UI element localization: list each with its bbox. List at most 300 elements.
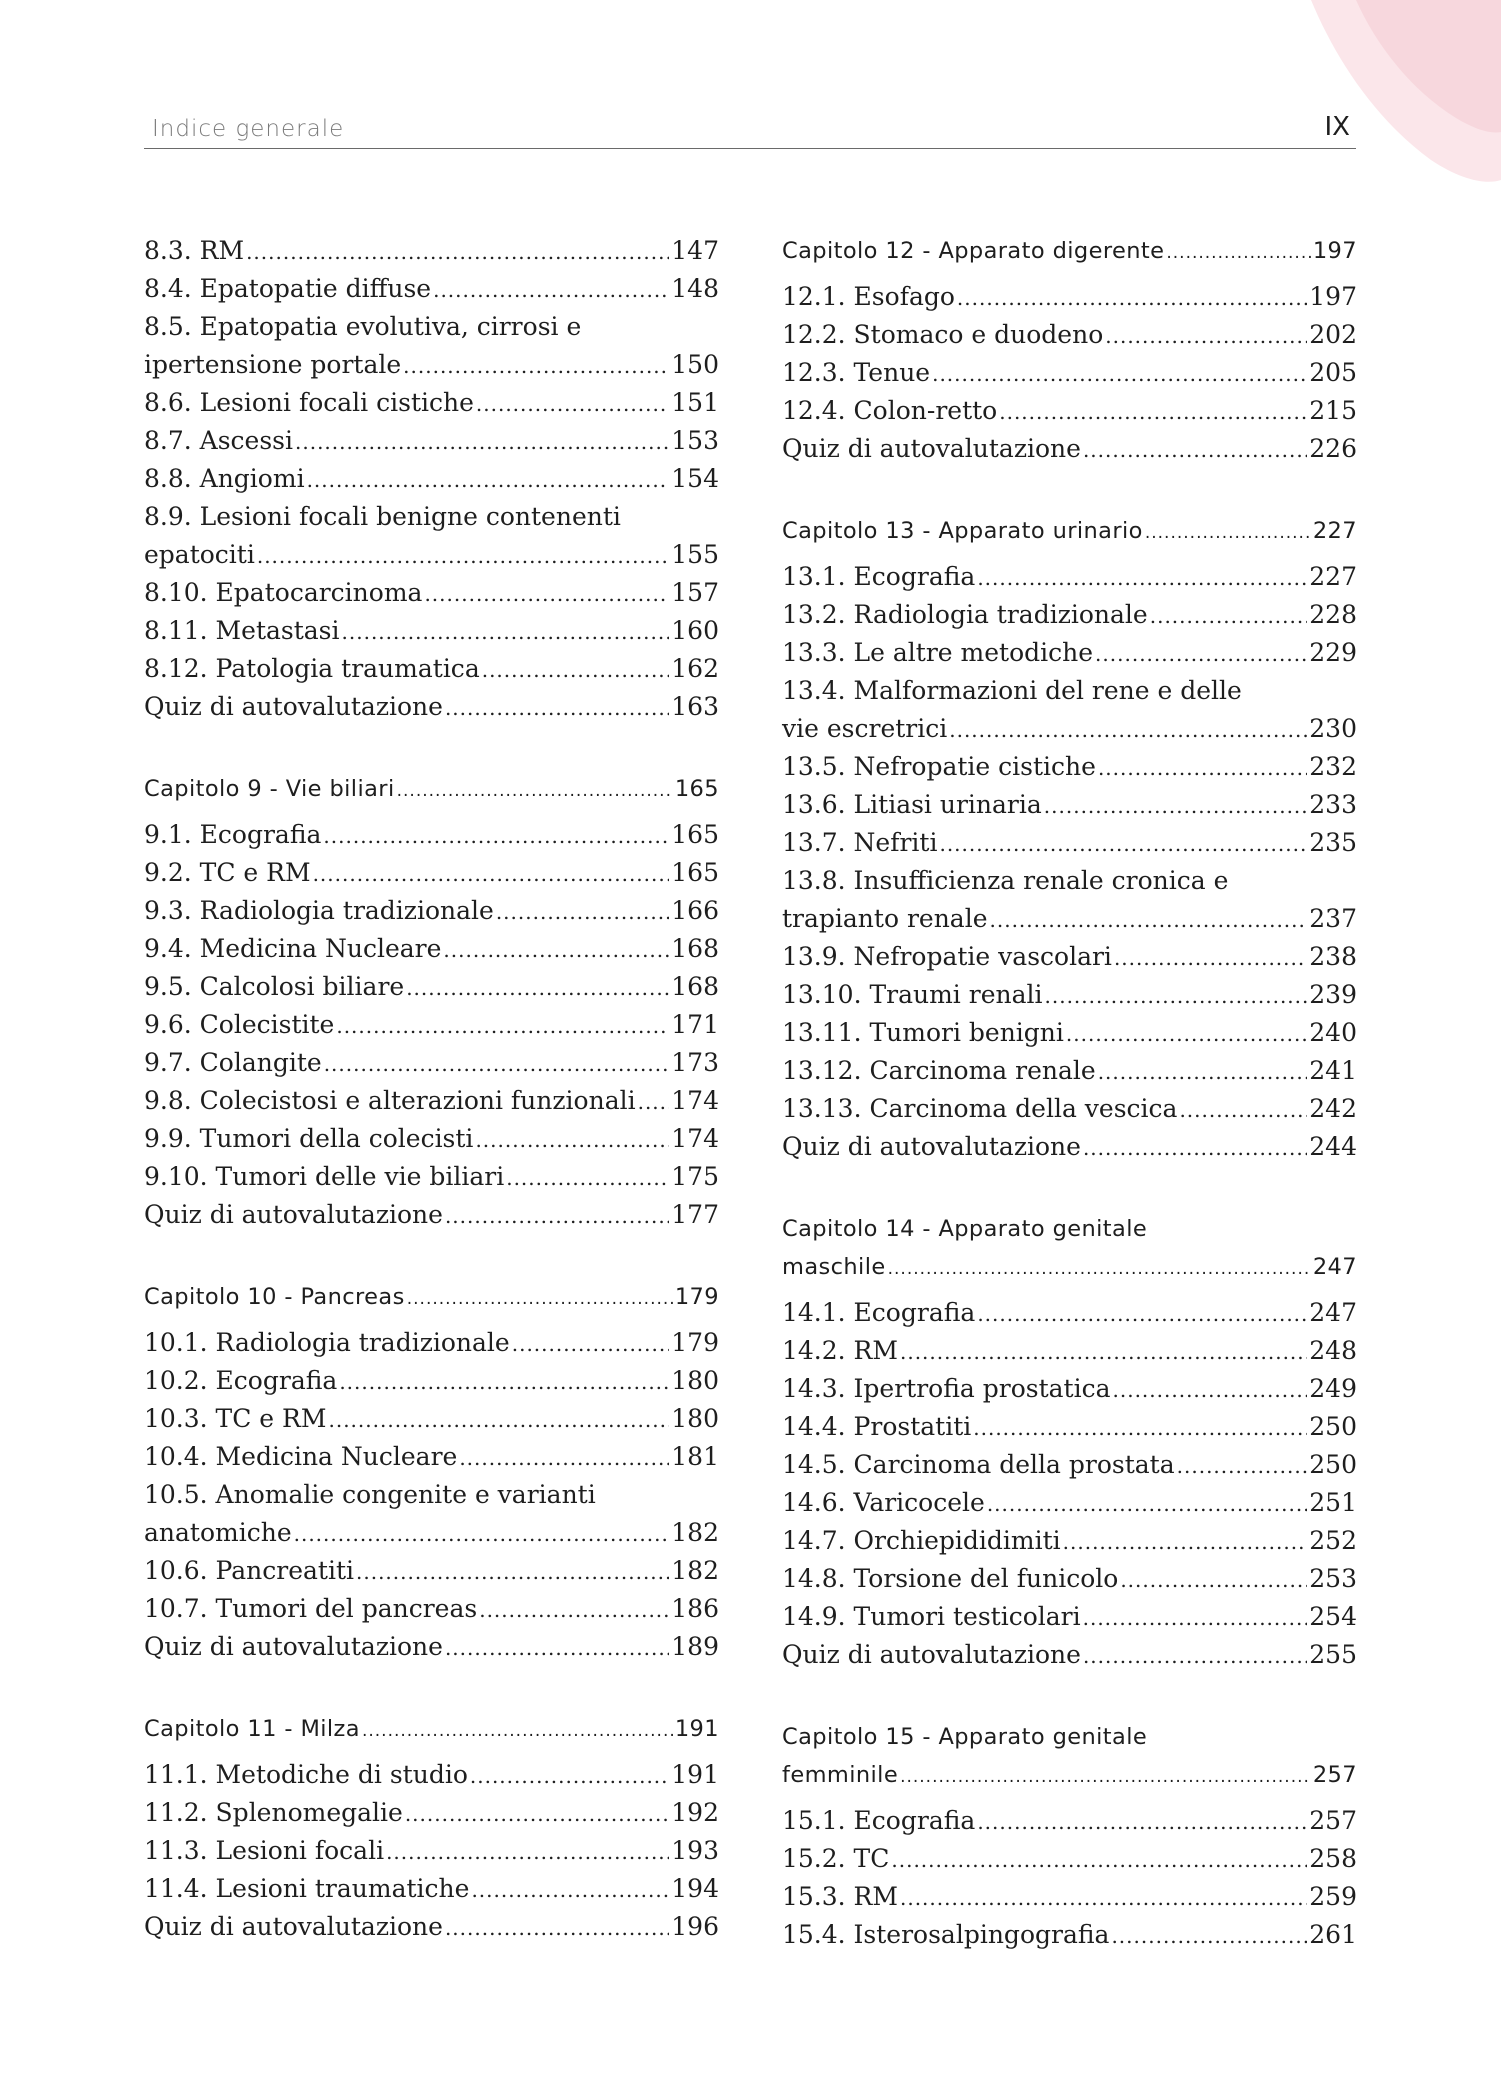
toc-entry-line: 8.5. Epatopatia evolutiva, cirrosi e xyxy=(144,312,582,341)
toc-entry-label: 13.3. Le altre metodiche xyxy=(782,638,1094,667)
toc-entry-label: 13.12. Carcinoma renale xyxy=(782,1056,1096,1085)
toc-entry xyxy=(144,1756,719,1794)
toc-entry-label: 8.10. Epatocarcinoma xyxy=(144,578,423,607)
toc-section xyxy=(782,232,1357,468)
toc-entry-page: 257 xyxy=(1309,1806,1357,1835)
toc-entry-page: 174 xyxy=(671,1124,719,1153)
header-title: Indice generale xyxy=(152,116,345,142)
toc-entry-label: 14.6. Varicocele xyxy=(782,1488,985,1517)
toc-entry-label: Quiz di autovalutazione xyxy=(144,692,443,721)
dot-leader xyxy=(295,422,669,461)
toc-entry-page: 197 xyxy=(1309,282,1357,311)
toc-entry-label: 15.3. RM xyxy=(782,1882,898,1911)
dot-leader xyxy=(433,270,669,309)
toc-entry-page: 160 xyxy=(671,616,719,645)
toc-entry-label: 10.1. Radiologia tradizionale xyxy=(144,1328,510,1357)
toc-entry-page: 180 xyxy=(671,1366,719,1395)
dot-leader xyxy=(1066,1014,1307,1053)
toc-entry-label: 13.1. Ecografia xyxy=(782,562,976,591)
dot-leader xyxy=(362,1710,673,1750)
chapter-heading xyxy=(782,1210,1357,1286)
dot-leader xyxy=(482,650,670,689)
toc-entry xyxy=(144,1628,719,1666)
toc-entry-page: 181 xyxy=(671,1442,719,1471)
toc-entry xyxy=(144,1514,719,1552)
toc-entry-label: vie escretrici xyxy=(782,714,948,743)
chapter-title-label: Capitolo 10 - Pancreas xyxy=(144,1284,405,1310)
toc-entry xyxy=(782,900,1357,938)
toc-entry-label: 9.10. Tumori delle vie biliari xyxy=(144,1162,505,1191)
dot-leader xyxy=(336,1006,669,1045)
chapter-title xyxy=(144,770,719,808)
toc-entry xyxy=(144,1438,719,1476)
chapter-title-label: Capitolo 13 - Apparato urinario xyxy=(782,518,1143,544)
toc-entry xyxy=(782,1916,1357,1954)
toc-entry xyxy=(782,392,1357,430)
toc-entry-page: 259 xyxy=(1309,1882,1357,1911)
toc-entry-label: 10.7. Tumori del pancreas xyxy=(144,1594,478,1623)
toc-entry-label: 14.4. Prostatiti xyxy=(782,1412,972,1441)
toc-entry-label: 11.4. Lesioni traumatiche xyxy=(144,1874,470,1903)
toc-entry xyxy=(782,824,1357,862)
toc-entry-line: 13.8. Insufficienza renale cronica e xyxy=(782,866,1229,895)
toc-entry-page: 193 xyxy=(671,1836,719,1865)
dot-leader xyxy=(957,278,1307,317)
toc-entry xyxy=(144,232,719,270)
dot-leader xyxy=(386,1832,669,1871)
toc-entry-page: 179 xyxy=(671,1328,719,1357)
toc-entry-page: 155 xyxy=(671,540,719,569)
toc-entry-label: Quiz di autovalutazione xyxy=(782,434,1081,463)
toc-entry xyxy=(144,816,719,854)
dot-leader xyxy=(1120,1560,1307,1599)
toc-entry-label: 9.4. Medicina Nucleare xyxy=(144,934,442,963)
toc-section xyxy=(782,1210,1357,1674)
dot-leader xyxy=(1045,976,1308,1015)
chapter-title-page: 191 xyxy=(674,1716,719,1742)
toc-entry xyxy=(144,1362,719,1400)
dot-leader xyxy=(459,1438,669,1477)
toc-entry-page: 249 xyxy=(1309,1374,1357,1403)
toc-entry-page: 173 xyxy=(671,1048,719,1077)
toc-entry-label: 12.3. Tenue xyxy=(782,358,931,387)
dot-leader xyxy=(506,1158,669,1197)
toc-entry-label: 8.8. Angiomi xyxy=(144,464,305,493)
toc-entry-label: 13.7. Nefriti xyxy=(782,828,938,857)
page-number: IX xyxy=(1324,112,1350,142)
toc-entry-label: 9.2. TC e RM xyxy=(144,858,311,887)
dot-leader xyxy=(1083,1128,1307,1167)
toc-entry-label: anatomiche xyxy=(144,1518,292,1547)
dot-leader xyxy=(891,1840,1307,1879)
dot-leader xyxy=(445,688,669,727)
toc-entry xyxy=(144,574,719,612)
dot-leader xyxy=(1098,748,1307,787)
toc-entry-label: Quiz di autovalutazione xyxy=(144,1632,443,1661)
dot-leader xyxy=(406,968,669,1007)
toc-entry xyxy=(782,1636,1357,1674)
toc-entry xyxy=(782,316,1357,354)
dot-leader xyxy=(313,854,670,893)
toc-entry-page: 238 xyxy=(1309,942,1357,971)
toc-entry-label: ipertensione portale xyxy=(144,350,402,379)
toc-entry xyxy=(144,892,719,930)
toc-entry-page: 166 xyxy=(671,896,719,925)
dot-leader xyxy=(479,1590,669,1629)
toc-entry-page: 150 xyxy=(671,350,719,379)
dot-leader xyxy=(949,710,1307,749)
toc-entry xyxy=(782,596,1357,634)
toc-entry-label: 9.3. Radiologia tradizionale xyxy=(144,896,494,925)
dot-leader xyxy=(445,1908,669,1947)
toc-entry-label: Quiz di autovalutazione xyxy=(144,1912,443,1941)
dot-leader xyxy=(403,346,669,385)
dot-leader xyxy=(1044,786,1308,825)
toc-entry-page: 177 xyxy=(671,1200,719,1229)
toc-entry xyxy=(144,1158,719,1196)
toc-entry-page: 175 xyxy=(671,1162,719,1191)
chapter-title xyxy=(144,1710,719,1748)
corner-decoration xyxy=(1161,0,1501,200)
toc-entry xyxy=(782,1128,1357,1166)
toc-entry-label: 12.2. Stomaco e duodeno xyxy=(782,320,1104,349)
chapter-title-page: 197 xyxy=(1312,238,1357,264)
toc-entry-label: 11.1. Metodiche di studio xyxy=(144,1760,468,1789)
toc-entry xyxy=(144,1324,719,1362)
dot-leader xyxy=(1095,634,1307,673)
toc-entry-page: 215 xyxy=(1309,396,1357,425)
dot-leader xyxy=(977,558,1307,597)
toc-entry xyxy=(782,1840,1357,1878)
toc-entry-label: 9.8. Colecistosi e alterazioni funzionali xyxy=(144,1086,636,1115)
toc-entry xyxy=(782,1802,1357,1840)
toc-entry xyxy=(144,422,719,460)
toc-entry xyxy=(782,1598,1357,1636)
toc-entry xyxy=(144,1082,719,1120)
dot-leader xyxy=(1114,938,1307,977)
toc-entry-page: 253 xyxy=(1309,1564,1357,1593)
toc-entry xyxy=(782,430,1357,468)
toc-entry-page: 189 xyxy=(671,1632,719,1661)
dot-leader xyxy=(471,1870,669,1909)
dot-leader xyxy=(328,1400,669,1439)
dot-leader xyxy=(246,232,669,271)
toc-entry-page: 255 xyxy=(1309,1640,1357,1669)
dot-leader xyxy=(323,816,669,855)
toc-entry xyxy=(782,354,1357,392)
toc-entry-label: 8.11. Metastasi xyxy=(144,616,340,645)
dot-leader xyxy=(638,1082,670,1121)
toc-entry-label: 11.2. Splenomegalie xyxy=(144,1798,403,1827)
toc-entry-page: 237 xyxy=(1309,904,1357,933)
toc-right-column xyxy=(782,232,1357,1998)
toc-entry-label: 14.5. Carcinoma della prostata xyxy=(782,1450,1175,1479)
toc-entry-label: 9.1. Ecografia xyxy=(144,820,322,849)
dot-leader xyxy=(1179,1090,1307,1129)
toc-entry xyxy=(782,278,1357,316)
toc-entry-label: 9.9. Tumori della colecisti xyxy=(144,1124,474,1153)
dot-leader xyxy=(932,354,1307,393)
toc-entry-page: 242 xyxy=(1309,1094,1357,1123)
chapter-title-label: Capitolo 12 - Apparato digerente xyxy=(782,238,1165,264)
toc-entry-page: 157 xyxy=(671,578,719,607)
toc-entry-page: 232 xyxy=(1309,752,1357,781)
toc-entry-page: 228 xyxy=(1309,600,1357,629)
toc-entry-label: 8.12. Patologia traumatica xyxy=(144,654,480,683)
dot-leader xyxy=(294,1514,670,1553)
toc-entry-label: 11.3. Lesioni focali xyxy=(144,1836,385,1865)
toc-entry xyxy=(782,1878,1357,1916)
chapter-heading xyxy=(144,1278,719,1316)
dot-leader xyxy=(1145,512,1311,552)
toc-entry-page: 194 xyxy=(671,1874,719,1903)
dot-leader xyxy=(339,1362,669,1401)
toc-entry-label: 14.9. Tumori testicolari xyxy=(782,1602,1081,1631)
dot-leader xyxy=(443,930,669,969)
toc-entry-label: 13.10. Traumi renali xyxy=(782,980,1043,1009)
toc-entry xyxy=(144,1006,719,1044)
dot-leader xyxy=(900,1756,1311,1796)
toc-entry-label: 13.9. Nefropatie vascolari xyxy=(782,942,1112,971)
toc-entry xyxy=(782,1294,1357,1332)
toc-entry-page: 174 xyxy=(671,1086,719,1115)
toc-entry-page: 254 xyxy=(1309,1602,1357,1631)
toc-entry-label: 13.13. Carcinoma della vescica xyxy=(782,1094,1178,1123)
toc-entry-page: 186 xyxy=(671,1594,719,1623)
toc-entry-page: 151 xyxy=(671,388,719,417)
toc-entry xyxy=(144,1120,719,1158)
chapter-title-label: femminile xyxy=(782,1762,899,1788)
toc-entry xyxy=(144,854,719,892)
toc-entry xyxy=(782,786,1357,824)
chapter-title-page: 165 xyxy=(674,776,719,802)
toc-entry-page: 182 xyxy=(671,1556,719,1585)
toc-entry-page: 241 xyxy=(1309,1056,1357,1085)
dot-leader xyxy=(1166,232,1310,272)
toc-entry-page: 233 xyxy=(1309,790,1357,819)
toc-entry-label: 13.6. Litiasi urinaria xyxy=(782,790,1042,819)
toc-entry-label: 8.6. Lesioni focali cistiche xyxy=(144,388,474,417)
toc-entry-line: 8.9. Lesioni focali benigne contenenti xyxy=(144,502,621,531)
toc-entry xyxy=(782,1090,1357,1128)
toc-entry xyxy=(144,1870,719,1908)
toc-entry xyxy=(782,1014,1357,1052)
toc-entry xyxy=(144,1400,719,1438)
toc-entry-page: 162 xyxy=(671,654,719,683)
toc-entry-page: 171 xyxy=(671,1010,719,1039)
dot-leader xyxy=(470,1756,669,1795)
toc-entry xyxy=(782,938,1357,976)
chapter-title-line: Capitolo 14 - Apparato genitale xyxy=(782,1216,1148,1242)
dot-leader xyxy=(987,1484,1307,1523)
chapter-heading xyxy=(144,1710,719,1748)
chapter-title-page: 179 xyxy=(674,1284,719,1310)
dot-leader xyxy=(1083,1598,1308,1637)
toc-entry xyxy=(782,976,1357,1014)
chapter-title-line: Capitolo 15 - Apparato genitale xyxy=(782,1724,1148,1750)
toc-entry-page: 247 xyxy=(1309,1298,1357,1327)
toc-entry-label: 9.6. Colecistite xyxy=(144,1010,335,1039)
toc-entry-label: 15.2. TC xyxy=(782,1844,890,1873)
dot-leader xyxy=(977,1294,1307,1333)
toc-entry xyxy=(144,612,719,650)
chapter-title-page: 257 xyxy=(1312,1762,1357,1788)
toc-entry xyxy=(782,1370,1357,1408)
toc-entry-label: 14.1. Ecografia xyxy=(782,1298,976,1327)
toc-entry-label: Quiz di autovalutazione xyxy=(782,1640,1081,1669)
toc-entry-label: 10.4. Medicina Nucleare xyxy=(144,1442,458,1471)
dot-leader xyxy=(324,1044,670,1083)
dot-leader xyxy=(397,770,673,810)
dot-leader xyxy=(1083,1636,1307,1675)
toc-entry-label: 10.3. TC e RM xyxy=(144,1404,327,1433)
chapter-title-page: 227 xyxy=(1312,518,1357,544)
toc-entry-label: Quiz di autovalutazione xyxy=(144,1200,443,1229)
toc-section xyxy=(144,1278,719,1666)
toc-entry-page: 153 xyxy=(671,426,719,455)
chapter-title xyxy=(782,512,1357,550)
toc-entry-page: 250 xyxy=(1309,1450,1357,1479)
toc-entry xyxy=(144,1832,719,1870)
toc-entry-page: 205 xyxy=(1309,358,1357,387)
chapter-heading xyxy=(144,770,719,808)
toc-entry xyxy=(782,1446,1357,1484)
toc-entry-page: 230 xyxy=(1309,714,1357,743)
toc-entry-page: 235 xyxy=(1309,828,1357,857)
toc-entry-page: 147 xyxy=(671,236,719,265)
dot-leader xyxy=(939,824,1307,863)
toc-entry-page: 191 xyxy=(671,1760,719,1789)
dot-leader xyxy=(973,1408,1307,1447)
dot-leader xyxy=(407,1278,673,1318)
toc-entry-label: 13.5. Nefropatie cistiche xyxy=(782,752,1096,781)
toc-entry xyxy=(782,1560,1357,1598)
toc-entry-page: 250 xyxy=(1309,1412,1357,1441)
toc-entry-page: 165 xyxy=(671,858,719,887)
dot-leader xyxy=(888,1248,1311,1288)
toc-entry xyxy=(144,650,719,688)
toc-entry-label: trapianto renale xyxy=(782,904,988,933)
toc-entry-label: 8.3. RM xyxy=(144,236,245,265)
dot-leader xyxy=(342,612,670,651)
toc-entry-page: 180 xyxy=(671,1404,719,1433)
toc-section xyxy=(144,770,719,1234)
toc-entry xyxy=(782,748,1357,786)
dot-leader xyxy=(405,1794,669,1833)
toc-entry xyxy=(782,1522,1357,1560)
toc-entry-line: 10.5. Anomalie congenite e varianti xyxy=(144,1480,596,1509)
toc-entry-label: 9.5. Calcolosi biliare xyxy=(144,972,405,1001)
dot-leader xyxy=(512,1324,670,1363)
toc-entry xyxy=(144,930,719,968)
toc-entry-page: 148 xyxy=(671,274,719,303)
toc-entry-page: 258 xyxy=(1309,1844,1357,1873)
toc-entry xyxy=(144,1044,719,1082)
dot-leader xyxy=(900,1878,1307,1917)
toc-entry-label: 8.4. Epatopatie diffuse xyxy=(144,274,432,303)
toc-entry xyxy=(144,1794,719,1832)
toc-entry-label: 12.4. Colon-retto xyxy=(782,396,998,425)
toc-entry xyxy=(782,1052,1357,1090)
toc-left-column xyxy=(144,232,719,1990)
toc-entry xyxy=(144,688,719,726)
page-header xyxy=(144,112,1356,149)
toc-entry xyxy=(144,384,719,422)
dot-leader xyxy=(257,536,669,575)
toc-entry xyxy=(144,460,719,498)
dot-leader xyxy=(356,1552,669,1591)
toc-entry-page: 163 xyxy=(671,692,719,721)
toc-entry-page: 244 xyxy=(1309,1132,1357,1161)
toc-entry-page: 168 xyxy=(671,972,719,1001)
toc-entry-label: 10.2. Ecografia xyxy=(144,1366,338,1395)
dot-leader xyxy=(1083,430,1307,469)
toc-entry-label: 9.7. Colangite xyxy=(144,1048,322,1077)
toc-section xyxy=(144,1710,719,1946)
toc-entry-label: 14.3. Ipertrofia prostatica xyxy=(782,1374,1111,1403)
dot-leader xyxy=(476,384,669,423)
toc-entry-page: 196 xyxy=(671,1912,719,1941)
dot-leader xyxy=(445,1628,669,1667)
chapter-title-page: 247 xyxy=(1312,1254,1357,1280)
chapter-title xyxy=(782,232,1357,270)
dot-leader xyxy=(1113,1370,1308,1409)
dot-leader xyxy=(1063,1522,1308,1561)
chapter-title-label: Capitolo 9 - Vie biliari xyxy=(144,776,395,802)
toc-entry xyxy=(782,1484,1357,1522)
dot-leader xyxy=(990,900,1308,939)
toc-section xyxy=(782,512,1357,1166)
dot-leader xyxy=(445,1196,669,1235)
toc-section xyxy=(144,232,719,726)
toc-section xyxy=(782,1718,1357,1954)
toc-entry-label: 13.11. Tumori benigni xyxy=(782,1018,1064,1047)
dot-leader xyxy=(900,1332,1307,1371)
toc-entry-label: Quiz di autovalutazione xyxy=(782,1132,1081,1161)
toc-entry xyxy=(782,1332,1357,1370)
toc-entry-page: 229 xyxy=(1309,638,1357,667)
toc-entry-page: 240 xyxy=(1309,1018,1357,1047)
toc-entry-label: 15.1. Ecografia xyxy=(782,1806,976,1835)
chapter-heading xyxy=(782,232,1357,270)
toc-entry-page: 202 xyxy=(1309,320,1357,349)
toc-entry xyxy=(144,968,719,1006)
toc-entry-page: 252 xyxy=(1309,1526,1357,1555)
dot-leader xyxy=(475,1120,669,1159)
dot-leader xyxy=(977,1802,1307,1841)
toc-entry-page: 165 xyxy=(671,820,719,849)
toc-entry-label: 15.4. Isterosalpingografia xyxy=(782,1920,1110,1949)
toc-entry-page: 182 xyxy=(671,1518,719,1547)
toc-entry-page: 192 xyxy=(671,1798,719,1827)
toc-entry-label: 12.1. Esofago xyxy=(782,282,955,311)
dot-leader xyxy=(1105,316,1307,355)
toc-entry xyxy=(144,270,719,308)
toc-entry-label: 13.2. Radiologia tradizionale xyxy=(782,600,1148,629)
dot-leader xyxy=(307,460,670,499)
toc-entry-page: 261 xyxy=(1309,1920,1357,1949)
toc-entry xyxy=(782,710,1357,748)
toc-entry xyxy=(144,346,719,384)
chapter-heading xyxy=(782,512,1357,550)
chapter-title xyxy=(782,1248,1357,1286)
chapter-title xyxy=(144,1278,719,1316)
dot-leader xyxy=(999,392,1307,431)
toc-entry xyxy=(144,1196,719,1234)
toc-entry xyxy=(144,1908,719,1946)
toc-entry-label: 8.7. Ascessi xyxy=(144,426,293,455)
toc-entry-label: 14.2. RM xyxy=(782,1336,898,1365)
